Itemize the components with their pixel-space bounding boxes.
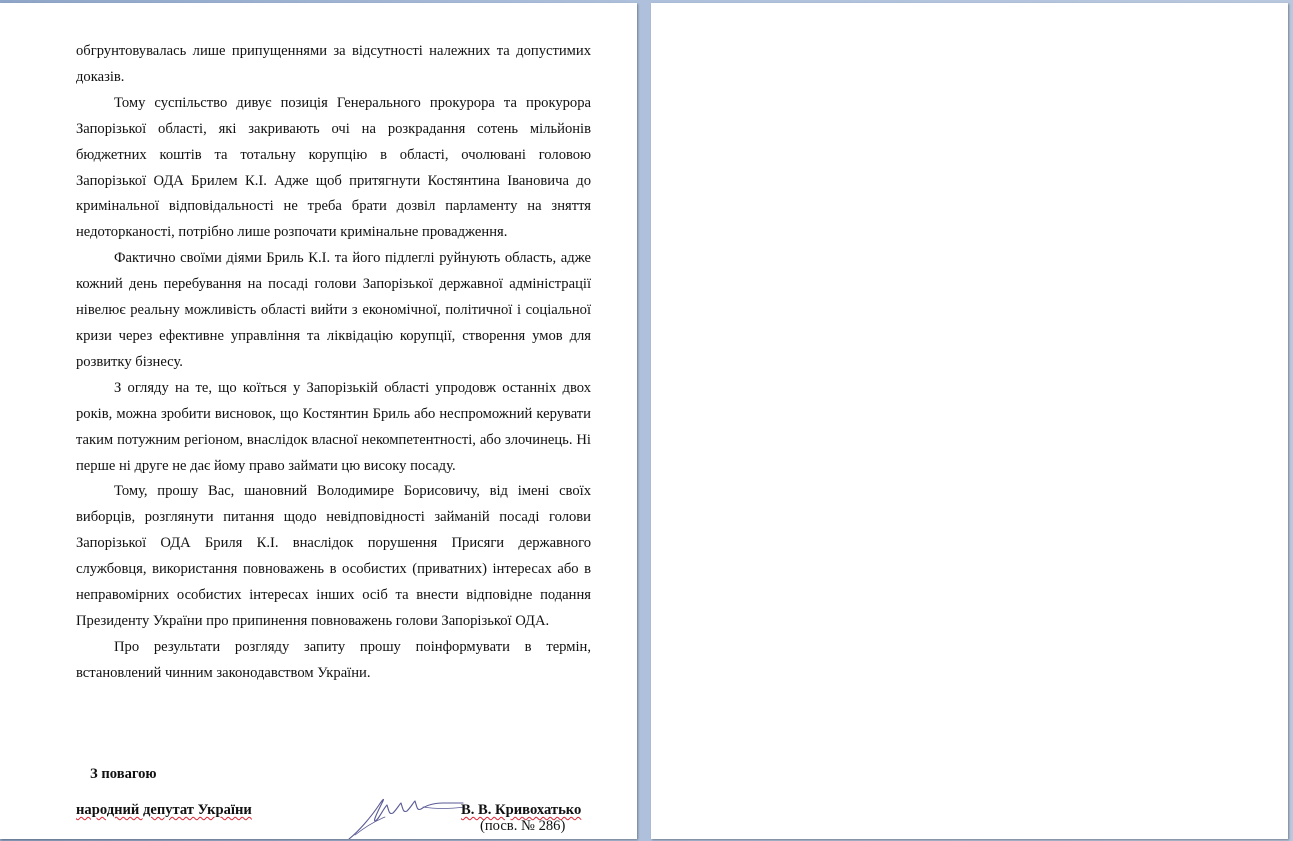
- signer-name-text: В. В. Кривохатько: [461, 802, 582, 818]
- signer-title-text: народний депутат України: [76, 802, 252, 818]
- paragraph-conclusion: З огляду на те, що коїться у Запорізькій області упродовж останніх двох років, можна зробити висновок, що Костянтин Бриль або неспроможний керувати таким потужним регіоном, внаслідок власної некомпетентності, або злочинець. Ні перше ні друге не дає йому право займати цю високу посаду.: [76, 379, 591, 474]
- closing-salutation: З повагою: [90, 766, 157, 782]
- document-page-right[interactable]: [651, 3, 1288, 839]
- paragraph-actions-ruin-region: Фактично своїми діями Бриль К.І. та його підлеглі руйнують область, адже кожний день перебування на посаді голови Запорізької державної адміністрації нівелює реальну можливість області вийти з економічної, політичної і соціальної кризи через ефективне управління та ліквідацію корупції, створення умов для розвитку бізнесу.: [76, 250, 591, 370]
- signer-name: [461, 802, 581, 819]
- paragraph-request: Тому, прошу Вас, шановний Володимире Борисовичу, від імені своїх виборців, розглянути питання щодо невідповідності займаній посаді голови Запорізької ОДА Бриля К.І. внаслідок порушення Присяги державного службовця, використання повноважень в особистих (приватних) інтересах або в неправомірних особистих інтересах інших осіб та внести відповідне подання Президенту України про припинення повноважень голови Запорізької ОДА.: [76, 483, 591, 629]
- handwritten-signature: [345, 791, 470, 839]
- paragraph-continuation: обгрунтовувалась лише припущеннями за відсутності належних та допустимих доказів.: [76, 43, 591, 85]
- paragraph-inform-request: Про результати розгляду запиту прошу поінформувати в термін, встановлений чинним законодавством України.: [76, 638, 591, 681]
- signer-id-number: (посв. № 286): [480, 818, 566, 834]
- paragraph-prosecutor-position: Тому суспільство дивує позиція Генерального прокурора та прокурора Запорізької області, які закривають очі на розкрадання сотень мільйонів бюджетних коштів та тотальну корупцію в області, очолювані головою Запорізької ОДА Брилем К.І. Адже щоб притягнути Костянтина Івановича до кримінальної відповідальності не треба брати дозвіл парламенту на зняття недоторканості, потрібно лише розпочати кримінальне провадження.: [76, 94, 591, 241]
- signer-title: [76, 802, 252, 819]
- document-page-left[interactable]: [0, 3, 637, 839]
- page-body-text[interactable]: [76, 39, 591, 687]
